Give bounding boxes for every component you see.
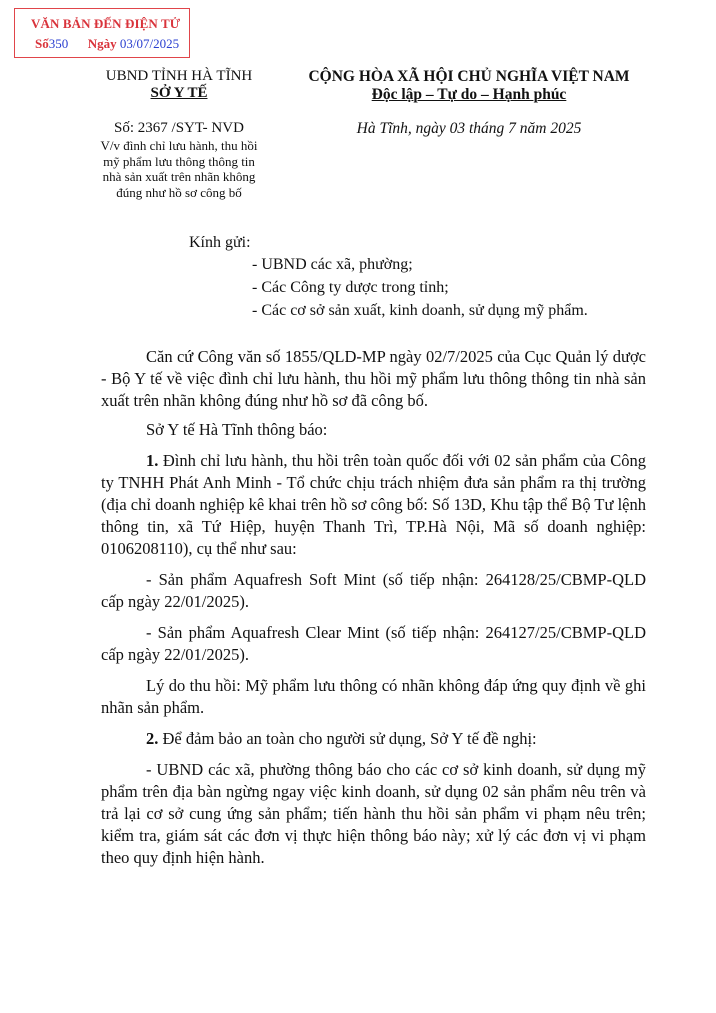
national-motto-text: Độc lập – Tự do – Hạnh phúc <box>371 86 567 103</box>
stamp-date-value: 03/07/2025 <box>119 36 180 51</box>
national-motto <box>296 86 642 104</box>
paragraph-legal-basis: Căn cứ Công văn số 1855/QLD-MP ngày 02/7/2025 của Cục Quản lý dược - Bộ Y tế về việc đình chỉ lưu hành, thu hồi mỹ phẩm lưu thông thông tin nhà sản xuất trên nhãn không đúng như hồ sơ đã công bố. <box>101 347 646 410</box>
agency-name <box>100 85 258 102</box>
incoming-document-stamp <box>14 8 190 58</box>
product-item: - Sản phẩm Aquafresh Soft Mint (số tiếp nhận: 264128/25/CBMP-QLD cấp ngày 22/01/2025). <box>101 570 646 611</box>
document-number: Số: 2367 /SYT- NVD <box>114 120 244 136</box>
recall-reason: Lý do thu hồi: Mỹ phẩm lưu thông có nhãn không đáp ứng quy định về ghi nhãn sản phẩm. <box>101 676 646 717</box>
document-body <box>101 346 646 869</box>
recipient-item: - Các cơ sở sản xuất, kinh doanh, sử dụng mỹ phẩm. <box>252 302 588 319</box>
paragraph-announcement: Sở Y tế Hà Tĩnh thông báo: <box>146 420 328 439</box>
stamp-number-value: 350 <box>48 36 69 51</box>
stamp-details <box>35 36 179 52</box>
place-and-date: Hà Tĩnh, ngày 03 tháng 7 năm 2025 <box>356 120 582 137</box>
recipient-item: - Các Công ty dược trong tỉnh; <box>252 279 449 296</box>
agency-parent: UBND TỈNH HÀ TĨNH <box>105 68 253 84</box>
section-2-item: - UBND các xã, phường thông báo cho các cơ sở kinh doanh, sử dụng mỹ phẩm trên địa bàn ngừng ngay việc kinh doanh, sử dụng 02 sản phẩm nêu trên và trả lại cơ sở cung ứng sản phẩm; tiến hành thu hồi sản phẩm vi phạm nêu trên; kiểm tra, giám sát các đơn vị thực hiện thông báo này; xử lý các đơn vị vi phạm theo quy định hiện hành. <box>101 760 646 867</box>
section-2 <box>101 728 646 750</box>
section-1-text: Đình chỉ lưu hành, thu hồi trên toàn quốc đối với 02 sản phẩm của Công ty TNHH Phát Anh Minh - Tổ chức chịu trách nhiệm đưa sản phẩm ra thị trường (địa chỉ doanh nghiệp kê khai trên hồ sơ công bố: Số 13D, Khu tập thể Bộ Tư lệnh thông tin, xã Tứ Hiệp, huyện Thanh Trì, TP.Hà Nội, Mã số doanh nghiệp: 0106208110), cụ thể như sau: <box>101 451 646 558</box>
recipients-label: Kính gửi: <box>189 234 251 251</box>
stamp-date-label: Ngày <box>87 36 117 51</box>
section-2-number: 2. <box>146 729 159 748</box>
agency-name-text: SỞ Y TẾ <box>150 85 208 101</box>
recipient-item: - UBND các xã, phường; <box>252 256 413 273</box>
national-title: CỘNG HÒA XÃ HỘI CHỦ NGHĨA VIỆT NAM <box>308 68 630 85</box>
section-1-number: 1. <box>146 451 159 470</box>
section-2-text: Để đảm bảo an toàn cho người sử dụng, Sở Y tế đề nghị: <box>158 729 537 748</box>
document-subject: V/v đình chỉ lưu hành, thu hồi mỹ phẩm lưu thông thông tin nhà sản xuất trên nhãn không đúng như hồ sơ công bố <box>100 138 258 200</box>
stamp-number-label: Số <box>35 36 49 51</box>
section-1 <box>101 450 646 560</box>
product-item: - Sản phẩm Aquafresh Clear Mint (số tiếp nhận: 264127/25/CBMP-QLD cấp ngày 22/01/2025). <box>101 623 646 664</box>
stamp-title: VĂN BẢN ĐẾN ĐIỆN TỬ <box>31 16 181 31</box>
